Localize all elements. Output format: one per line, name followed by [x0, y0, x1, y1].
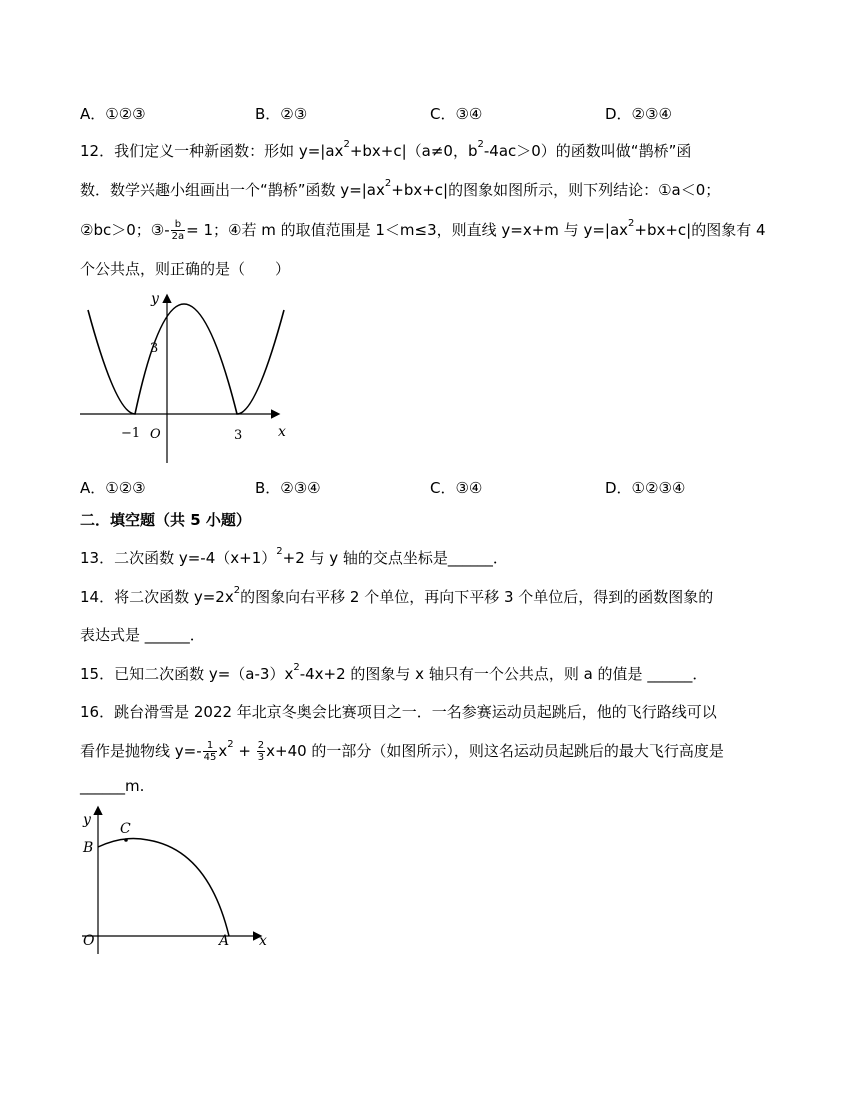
- q12-options: [80, 477, 780, 497]
- q11-options: [80, 103, 780, 123]
- y-intercept-label: 3: [150, 341, 159, 356]
- q16-line-3: ______m.: [80, 777, 145, 795]
- three-x-label: 3: [234, 428, 243, 443]
- q11-option-b: B．②③: [255, 105, 308, 123]
- q11-option-a: A．①②③: [80, 105, 146, 123]
- q12-option-d: D．①②③④: [605, 479, 686, 497]
- q16-graph: [78, 804, 278, 956]
- q11-option-d: D．②③④: [605, 105, 672, 123]
- q12-option-b: B．②③④: [255, 479, 321, 497]
- neg-one-label: −1: [121, 426, 141, 441]
- fraction-1-over-45: $\frac{1}{45}$: [203, 740, 217, 763]
- c-label: C: [120, 821, 131, 837]
- b-label: B: [83, 840, 94, 856]
- origin-label: O: [83, 933, 95, 949]
- q12-line-1: 12．我们定义一种新函数：形如 $y=|ax^2+bx+c|(a\ne 0$，$b^2-4ac>0$）的函数叫做“鹊桥”函: [80, 139, 692, 160]
- q16-line-1: 16．跳台滑雪是 2022 年北京冬奥会比赛项目之一．一名参赛运动员起跳后，他的飞行路线可以: [80, 703, 717, 721]
- q16-line-2: 看作是抛物线 y=- $\frac{1}{45}$ $x^2$ + $\frac{2}{3}$ x+40 的一部分（如图所示），则这名运动员起跳后的最大飞行高度是: [80, 739, 724, 763]
- q14-line-2: 表达式是 ______．: [80, 626, 205, 644]
- q12-graph: [78, 288, 300, 468]
- a-label: A: [219, 933, 230, 949]
- q12-option-c: C．③④: [430, 479, 483, 497]
- curve: [88, 304, 284, 414]
- x-label: x: [278, 424, 286, 440]
- y-label: y: [151, 291, 159, 307]
- section-heading: 二．填空题（共 5 小题）: [80, 511, 251, 529]
- x-label: x: [259, 933, 267, 949]
- flight-path: [98, 839, 229, 936]
- q11-option-c: C．③④: [430, 105, 483, 123]
- q12-line-3: ②bc＞0；③- $\frac{b}{2a}$ = 1；④若 m 的取值范围是 1＜m≤3，则直线 y=x+m 与 $y=|ax^2+bx+c|$的图象有 4: [80, 218, 766, 242]
- fraction-b-over-2a: $\frac{b}{2a}$: [171, 219, 185, 242]
- y-label: y: [83, 812, 91, 828]
- q12-line-4: 个公共点，则正确的是（ ）: [80, 260, 291, 278]
- q12-line-2: 数．数学兴趣小组画出一个“鹊桥”函数 $y=|ax^2+bx+c|$的图象如图所示，则下列结论：①a＜0；: [80, 178, 721, 199]
- point-c: [124, 838, 128, 842]
- q13: 13．二次函数 $y=-4(x+1)^2+2$ 与 y 轴的交点坐标是______．: [80, 546, 508, 567]
- origin-label: O: [150, 427, 161, 442]
- q12-option-a: A．①②③: [80, 479, 146, 497]
- q15: 15．已知二次函数 $y=(a-3)x^2-4x+2$ 的图象与 x 轴只有一个公共点，则 a 的值是 ______．: [80, 662, 708, 683]
- fraction-2-over-3: $\frac{2}{3}$: [257, 740, 265, 763]
- q14-line-1: 14．将二次函数 $y=2x^2$的图象向右平移 2 个单位，再向下平移 3 个单位后，得到的函数图象的: [80, 585, 714, 606]
